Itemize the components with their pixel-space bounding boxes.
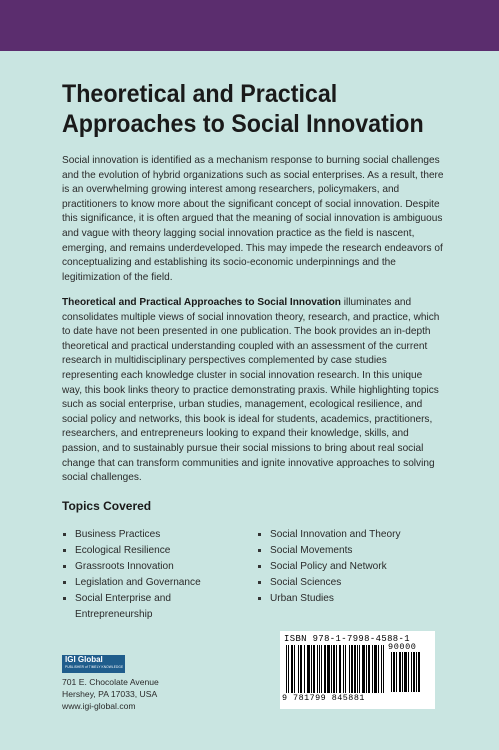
book-title-inline: Theoretical and Practical Approaches to Social Innovation	[62, 297, 341, 308]
publisher-logo-text: IGI Global	[65, 655, 103, 664]
publisher-website: www.igi-global.com	[62, 701, 136, 711]
topic-item: Urban Studies	[257, 591, 447, 607]
top-color-band	[0, 0, 499, 51]
topic-item: Social Enterprise and Entrepreneurship	[62, 591, 190, 623]
topic-item: Business Practices	[62, 527, 242, 543]
paragraph-2-text: illuminates and consolidates multiple views of social innovation theory, research, and practice, which to date have not been presented in one publication. The book provides an in-depth theoretical and practical understanding coupled with an assessment of the current research in multidisciplinary perspectives complemented by case studies representing each knowledge cluster in social innovation research. In this unique way, this book links theory to practice demonstrating praxis. While highlighting topics such as social enterprise, urban studies, management, ecological resilience, and social policy and networks, this book is ideal for students, academics, practitioners, researchers, and entrepreneurs looking to expand their knowledge, skills, and passion, and to sustainably pursue their social missions to bring about real social change that can transform communities and ignite innovative approaches to solving social challenges.	[62, 297, 440, 484]
isbn-barcode	[280, 631, 435, 709]
address-street: 701 E. Chocolate Avenue	[62, 677, 159, 687]
description-paragraph-1: Social innovation is identified as a mechanism response to burning social challenges and the evolution of hybrid organizations such as social enterprises. As a result, there is an overwhelming growing interest among researchers, policymakers, and practitioners to know more about the significant concept of social innovation. Despite this significance, it is often argued that the meaning of social innovation is ambiguous and vague with theory lagging social innovation practice as the field is nascent, emerging, and remains underdeveloped. This may impede the research endeavors of conceptualizing and establishing its socio-economic underpinnings and the legitimization of the field.	[62, 155, 444, 283]
barcode-digits: 9 781799 845881	[282, 693, 365, 703]
price-barcode-bars	[391, 652, 427, 693]
price-code: 90000	[388, 642, 417, 652]
isbn-label: ISBN 978-1-7998-4588-1	[284, 634, 410, 644]
ean-barcode-bars	[286, 645, 384, 695]
topics-list-left	[62, 527, 242, 623]
topic-item: Ecological Resilience	[62, 543, 242, 559]
book-title	[62, 79, 453, 139]
topic-item: Social Innovation and Theory	[257, 527, 447, 543]
topic-item: Social Sciences	[257, 575, 447, 591]
description-paragraph-2	[62, 296, 444, 486]
title-line-2: Approaches to Social Innovation	[62, 110, 424, 138]
publisher-tagline: PUBLISHER of TIMELY KNOWLEDGE	[65, 665, 124, 669]
topic-item: Grassroots Innovation	[62, 559, 242, 575]
topics-list-right	[257, 527, 447, 607]
topic-item: Social Policy and Network	[257, 559, 447, 575]
publisher-address	[62, 676, 159, 712]
topic-item: Social Movements	[257, 543, 447, 559]
publisher-logo	[62, 655, 125, 673]
topic-item: Legislation and Governance	[62, 575, 242, 591]
topics-heading: Topics Covered	[62, 499, 152, 513]
title-line-1: Theoretical and Practical	[62, 80, 338, 108]
address-city: Hershey, PA 17033, USA	[62, 689, 158, 699]
